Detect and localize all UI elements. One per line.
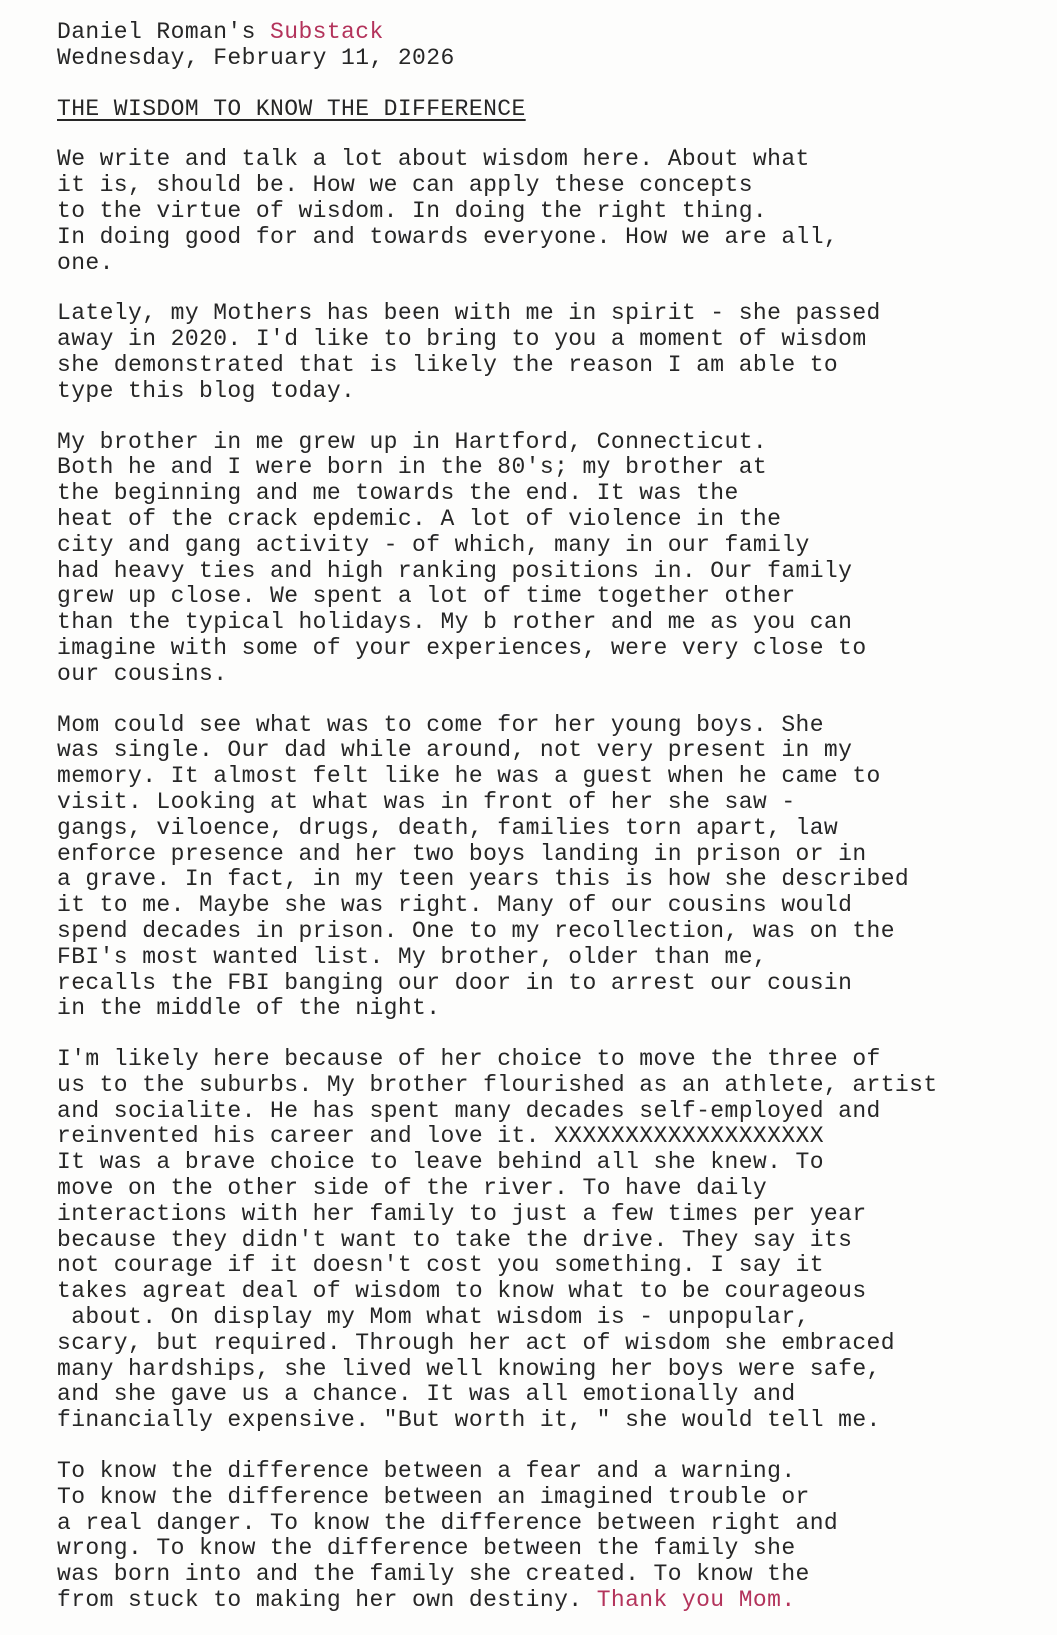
text-line: a grave. In fact, in my teen years this is how she described xyxy=(57,866,910,893)
text-line: Mom could see what was to come for her young boys. She xyxy=(57,711,824,738)
text-line: memory. It almost felt like he was a guest when he came to xyxy=(57,763,881,790)
text-line: heat of the crack epdemic. A lot of violence in the xyxy=(57,505,782,532)
text-line: To know the difference between a fear and a warning. xyxy=(57,1458,796,1485)
text-line: our cousins. xyxy=(57,660,228,687)
text-line: about. On display my Mom what wisdom is - unpopular, xyxy=(57,1304,810,1331)
text-line: a real danger. To know the difference between right and xyxy=(57,1509,839,1536)
post-body xyxy=(57,147,1017,1613)
text-line: move on the other side of the river. To have daily xyxy=(57,1175,768,1202)
post-title: THE WISDOM TO KNOW THE DIFFERENCE xyxy=(57,95,526,122)
paragraph xyxy=(57,713,1017,1023)
text-line: In doing good for and towards everyone. How we are all, xyxy=(57,223,839,250)
text-line: because they didn't want to take the drive. They say its xyxy=(57,1226,853,1253)
text-line: FBI's most wanted list. My brother, older than me, xyxy=(57,943,768,970)
text-line: the beginning and me towards the end. It was the xyxy=(57,480,739,507)
closing-line-text: from stuck to making her own destiny. xyxy=(57,1587,597,1614)
text-line: financially expensive. "But worth it, " she would tell me. xyxy=(57,1407,881,1434)
text-line: recalls the FBI banging our door in to arrest our cousin xyxy=(57,969,853,996)
paragraph xyxy=(57,430,1017,688)
text-line: she demonstrated that is likely the reason I am able to xyxy=(57,351,839,378)
text-line: and socialite. He has spent many decades self-employed and xyxy=(57,1097,881,1124)
text-line: than the typical holidays. My b rother and me as you can xyxy=(57,609,853,636)
text-line: had heavy ties and high ranking positions in. Our family xyxy=(57,557,853,584)
text-line: it to me. Maybe she was right. Many of our cousins would xyxy=(57,892,853,919)
text-line: My brother in me grew up in Hartford, Connecticut. xyxy=(57,428,768,455)
closing-thanks: Thank you Mom. xyxy=(596,1587,796,1614)
title-wrap xyxy=(57,97,1017,148)
text-line: spend decades in prison. One to my recollection, was on the xyxy=(57,917,895,944)
text-line: in the middle of the night. xyxy=(57,995,441,1022)
text-line: reinvented his career and love it. XXXXXXXXXXXXXXXXXXX xyxy=(57,1123,824,1150)
text-line: visit. Looking at what was in front of her she saw - xyxy=(57,788,796,815)
text-line: We write and talk a lot about wisdom here. About what xyxy=(57,146,810,173)
text-line: imagine with some of your experiences, were very close to xyxy=(57,634,867,661)
text-line: many hardships, she lived well knowing her boys were safe, xyxy=(57,1355,881,1382)
text-line xyxy=(57,1588,1017,1614)
text-line: type this blog today. xyxy=(57,377,356,404)
byline xyxy=(57,20,1017,46)
text-line: Both he and I were born in the 80's; my brother at xyxy=(57,454,768,481)
text-line: To know the difference between an imagined trouble or xyxy=(57,1483,810,1510)
text-line: wrong. To know the difference between the family she xyxy=(57,1535,796,1562)
text-line: gangs, viloence, drugs, death, families torn apart, law xyxy=(57,814,839,841)
text-line: scary, but required. Through her act of wisdom she embraced xyxy=(57,1329,895,1356)
text-line: Lately, my Mothers has been with me in spirit - she passed xyxy=(57,300,881,327)
page-header xyxy=(57,20,1017,72)
text-line: grew up close. We spent a lot of time together other xyxy=(57,583,796,610)
text-line: it is, should be. How we can apply these concepts xyxy=(57,172,753,199)
text-line: and she gave us a chance. It was all emotionally and xyxy=(57,1381,796,1408)
paragraph xyxy=(57,301,1017,404)
text-line: It was a brave choice to leave behind all she knew. To xyxy=(57,1149,824,1176)
text-line: away in 2020. I'd like to bring to you a moment of wisdom xyxy=(57,326,867,353)
text-line: one. xyxy=(57,249,114,276)
post-date: Wednesday, February 11, 2026 xyxy=(57,44,455,71)
text-line: was single. Our dad while around, not very present in my xyxy=(57,737,853,764)
text-line: to the virtue of wisdom. In doing the right thing. xyxy=(57,197,768,224)
text-line: us to the suburbs. My brother flourished as an athlete, artist xyxy=(57,1071,938,1098)
paragraph xyxy=(57,1047,1017,1434)
paragraph xyxy=(57,147,1017,276)
text-line: takes agreat deal of wisdom to know what to be courageous xyxy=(57,1278,867,1305)
author-name: Daniel Roman's xyxy=(57,19,271,45)
text-line: enforce presence and her two boys landing in prison or in xyxy=(57,840,867,867)
text-line: was born into and the family she created. To know the xyxy=(57,1561,810,1588)
text-line: interactions with her family to just a few times per year xyxy=(57,1200,867,1227)
text-line: I'm likely here because of her choice to move the three of xyxy=(57,1046,881,1073)
paragraph xyxy=(57,1459,1017,1614)
text-line: not courage if it doesn't cost you something. I say it xyxy=(57,1252,824,1279)
site-name: Substack xyxy=(270,19,384,45)
text-line: city and gang activity - of which, many in our family xyxy=(57,531,810,558)
